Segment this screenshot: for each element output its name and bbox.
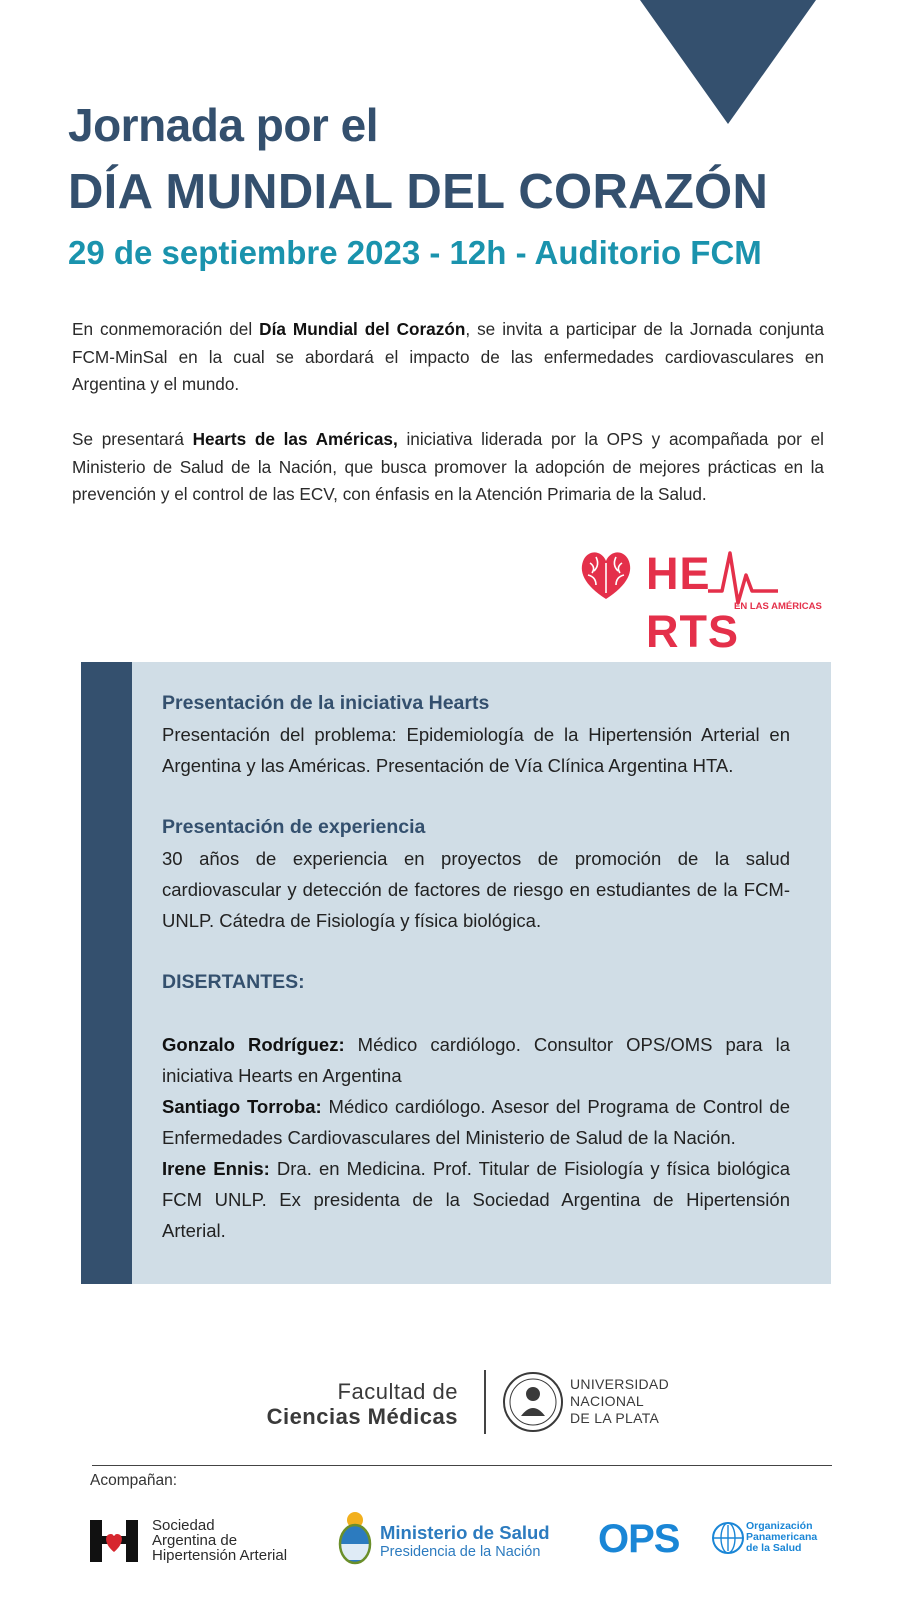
heart-brain-icon	[576, 545, 636, 605]
saha-h-icon	[88, 1518, 144, 1564]
saha-name: Sociedad Argentina de Hipertensión Arterial	[152, 1517, 288, 1564]
footer-divider	[92, 1465, 832, 1466]
section-2-text: 30 años de experiencia en proyectos de promoción de la salud cardiovascular y detección de factores de riesgo en estudiantes de la FCM-UNLP. Cátedra de Fisiología y física biológica.	[162, 848, 790, 931]
heartbeat-line-icon	[708, 545, 778, 607]
speaker-santiago-torroba: Santiago Torroba: Médico cardiólogo. Asesor del Programa de Control de Enfermedades Cardiovasculares del Ministerio de Salud de la Nación.	[162, 1096, 791, 1148]
program-content	[162, 688, 790, 1246]
hearts-subtitle: EN LAS AMÉRICAS	[734, 601, 822, 612]
argentina-coat-of-arms-icon	[336, 1510, 374, 1566]
hearts-wordmark: HERTS	[646, 548, 739, 657]
section-1-title: Presentación de la iniciativa Hearts	[162, 692, 490, 714]
section-1-text: Presentación del problema: Epidemiología de la Hipertensión Arterial en Argentina y las Américas. Presentación de Vía Clínica Argentina HTA.	[162, 724, 790, 776]
speaker-gonzalo-rodriguez: Gonzalo Rodríguez: Médico cardiólogo. Consultor OPS/OMS para la iniciativa Hearts en Argentina	[162, 1034, 790, 1086]
intro-paragraph-1: En conmemoración del Día Mundial del Corazón, se invita a participar de la Jornada conjunta FCM-MinSal en la cual se abordará el impacto de las enfermedades cardiovasculares en Argentina y el mundo.	[72, 319, 824, 394]
corner-triangle-decoration	[640, 0, 816, 124]
saha-logo	[88, 1518, 318, 1566]
title-line-2: DÍA MUNDIAL DEL CORAZÓN	[68, 165, 769, 219]
speakers-title: DISERTANTES:	[162, 971, 305, 993]
ministerio-salud-logo	[336, 1510, 556, 1566]
intro-paragraph-2: Se presentará Hearts de las Américas, iniciativa liderada por la OPS y acompañada por el Ministerio de Salud de la Nación, que busca promover la adopción de mejores prácticas en la prevención y el control de las ECV, con énfasis en la Atención Primaria de la Salud.	[72, 429, 824, 504]
fcm-unlp-logo	[250, 1370, 670, 1434]
title-line-1: Jornada por el	[68, 99, 378, 151]
hearts-logo	[576, 545, 826, 657]
ops-name: Organización Panamericana de la Salud	[746, 1520, 818, 1554]
unlp-name: UNIVERSIDAD NACIONAL DE LA PLATA	[570, 1376, 669, 1426]
speaker-irene-ennis: Irene Ennis: Dra. en Medicina. Prof. Titular de Fisiología y física biológica FCM UNLP. Ex presidenta de la Sociedad Argentina de Hipertensión Arterial.	[162, 1158, 790, 1241]
ops-globe-icon	[711, 1521, 745, 1555]
presidencia-name: Presidencia de la Nación	[380, 1544, 541, 1560]
ministerio-name: Ministerio de Salud	[380, 1522, 550, 1543]
logo-divider	[484, 1370, 486, 1434]
event-date-subtitle: 29 de septiembre 2023 - 12h - Auditorio FCM	[68, 234, 762, 271]
program-side-bar	[81, 662, 132, 1284]
ops-logo	[598, 1517, 823, 1563]
section-2-title: Presentación de experiencia	[162, 816, 426, 838]
ops-acronym: OPS	[598, 1517, 680, 1561]
fcm-name: Facultad de Ciencias Médicas	[266, 1379, 458, 1429]
accompany-label: Acompañan:	[90, 1472, 178, 1489]
unlp-seal-icon	[502, 1370, 564, 1434]
program-box	[81, 662, 831, 1284]
